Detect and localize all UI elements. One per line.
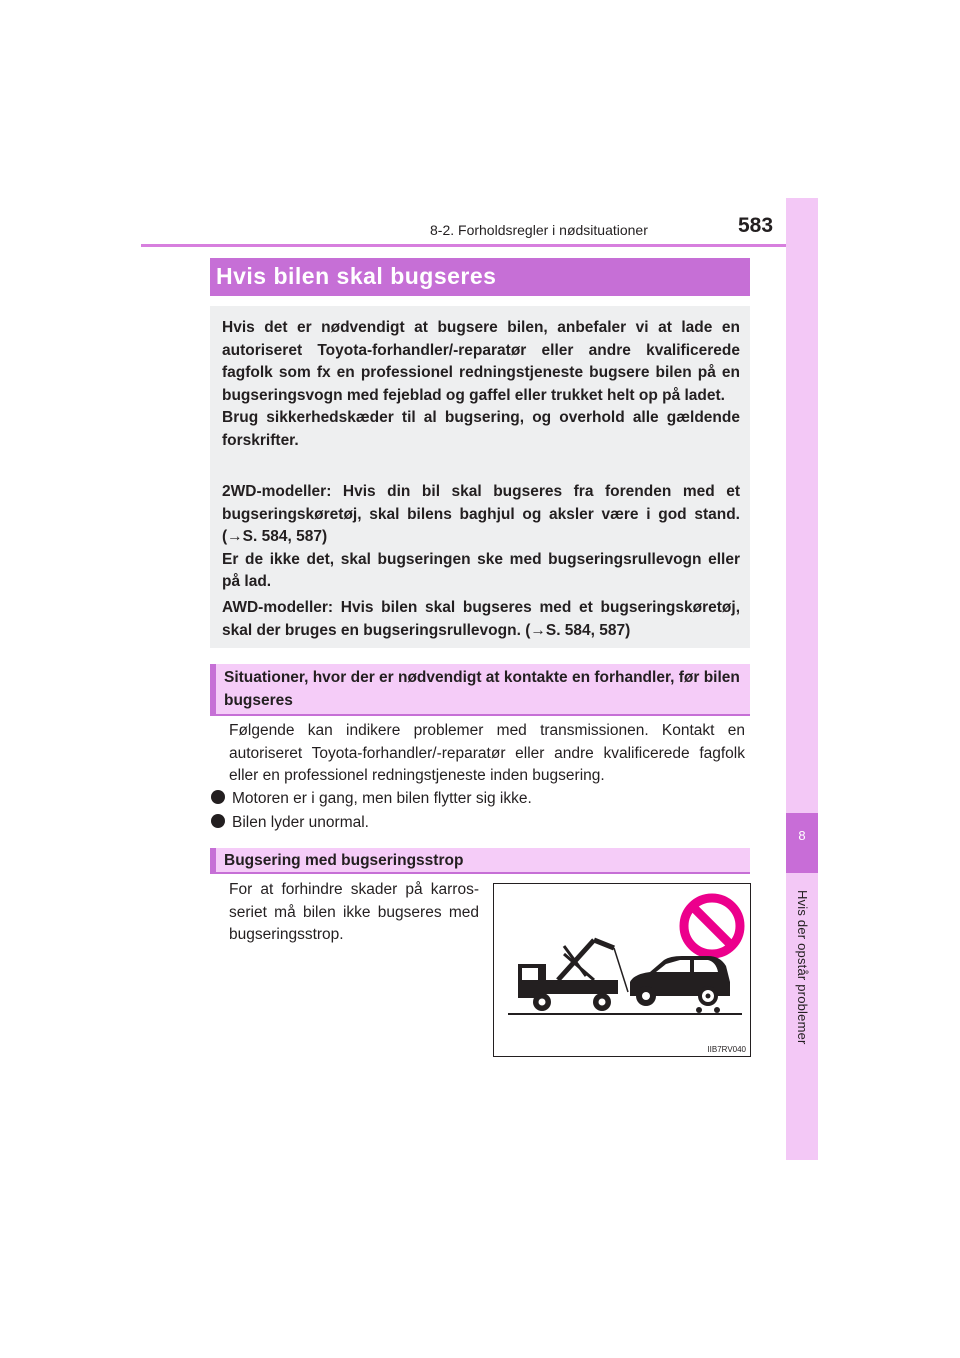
chapter-number: 8	[798, 828, 806, 843]
chapter-title: Hvis der opstår problemer	[795, 890, 810, 1045]
summary-p1b-text: Brug sikkerhedskæder til al bugsering, og overhold alle gældende forskrifter.	[222, 409, 740, 449]
page-title: Hvis bilen skal bugseres	[216, 263, 497, 289]
section1-heading: Situationer, hvor der er nødvendigt at kontakte en forhandler, før bilen bugseres	[224, 669, 740, 709]
header-divider	[141, 244, 818, 247]
image-code: IIB7RV040	[707, 1045, 746, 1054]
summary-p2-text: 2WD-modeller: Hvis din bil skal bugseres fra forenden med et bugseringskøretøj, skal bilens baghjul og aksler være i god stand. (→S. 584, 587)	[222, 483, 740, 545]
summary-paragraph-2	[222, 481, 740, 594]
sidebar-tab-top	[786, 198, 818, 813]
list-item-text: Motoren er i gang, men bilen flytter sig ikke.	[232, 790, 532, 807]
list-item	[211, 812, 369, 835]
list-item-text: Bilen lyder unormal.	[232, 814, 369, 831]
bullet-icon	[211, 814, 225, 828]
list-item	[211, 788, 532, 811]
sidebar-chapter-marker	[786, 813, 818, 873]
car-icon	[630, 956, 730, 1013]
tow-illustration-svg	[494, 884, 750, 1056]
section-breadcrumb: 8-2. Forholdsregler i nødsituationer	[430, 222, 648, 238]
summary-p1-text: Hvis det er nødvendigt at bugsere bilen, anbefaler vi at lade en autoriseret Toyota-forhandler/-reparatør eller andre kvalificerede fagfolk som fx en professionel redningstjeneste bugsere bilen på en bugseringsvogn med fejeblad og gaffel eller trukket helt op på ladet.	[222, 319, 740, 404]
section1-intro: Følgende kan indikere problemer med transmissionen. Kontakt en autoriseret Toyota-forhandler/-reparatør eller andre kvalificerede fagfolk eller en professionel redningstjeneste inden bugsering.	[229, 722, 745, 784]
summary-paragraph-1	[222, 317, 740, 452]
section2-text: For at forhindre skader på karros-seriet må bilen ikke bugseres med bugseringsstrop.	[229, 881, 479, 943]
page-number: 583	[738, 214, 774, 237]
tow-truck-icon	[518, 940, 628, 1011]
bullet-icon	[211, 790, 225, 804]
prohibition-icon	[684, 898, 740, 954]
tow-strap-illustration	[493, 883, 751, 1057]
summary-p2b-text: Er de ikke det, skal bugseringen ske med bugseringsrullevogn eller på lad.	[222, 550, 740, 590]
summary-paragraph-3: AWD-modeller: Hvis bilen skal bugseres med et bugseringskøretøj, skal der bruges en bugseringsrullevogn. (→S. 584, 587)	[222, 599, 740, 639]
section2-heading: Bugsering med bugseringsstrop	[224, 852, 464, 869]
